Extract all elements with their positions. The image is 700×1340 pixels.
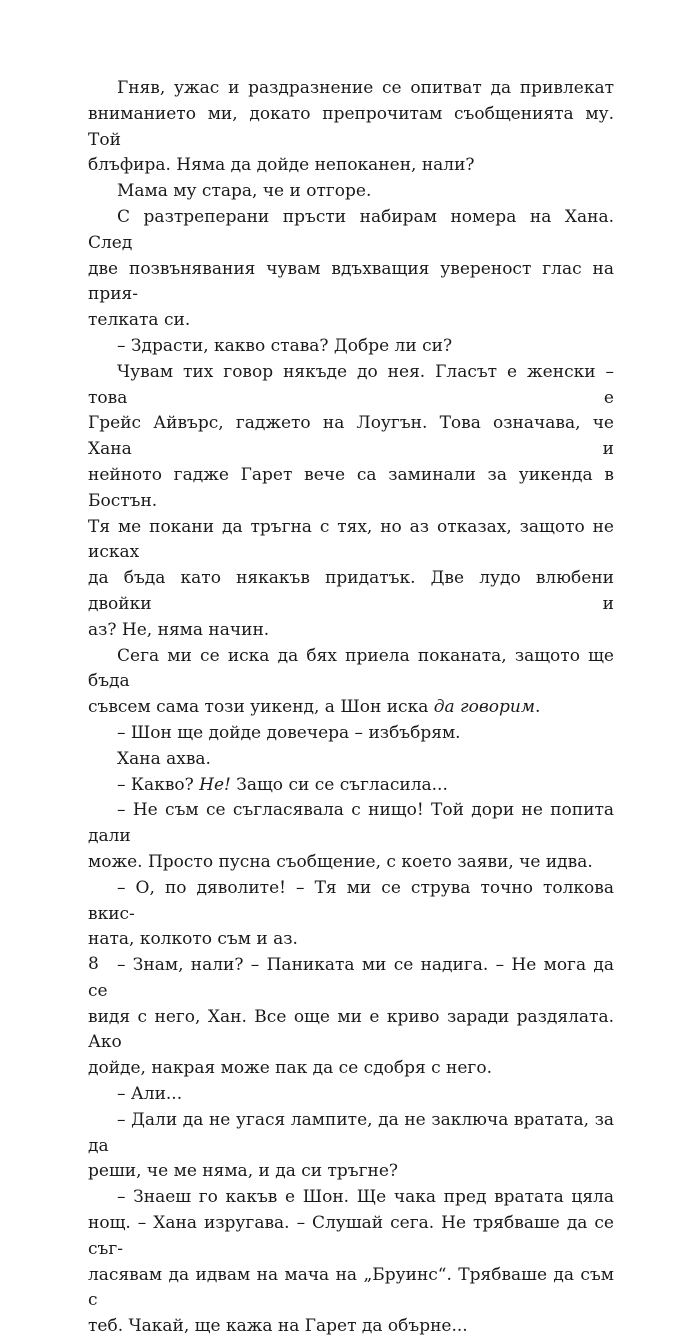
paragraph-9: [88, 773, 614, 799]
text-line: две позвънявания чувам вдъхващия увереност глас на прия-: [88, 258, 614, 305]
text-line: вниманието ми, докато препрочитам съобщенията му. Той: [88, 103, 614, 150]
text-line-with-emphasis: [88, 773, 614, 799]
text-line: да бъда като някакъв придатък. Две лудо влюбени двойки и: [88, 568, 614, 614]
paragraph-12: [88, 953, 614, 1082]
paragraph-13: [88, 1082, 614, 1108]
text-line: Мама му стара, че и отгоре.: [117, 181, 372, 202]
text-line: – Не съм се съгласявала с нищо! Той дори не попита дали: [88, 800, 614, 847]
text-line: Грейс Айвърс, гаджето на Лоугън. Това означава, че Хана и: [88, 413, 614, 460]
text-line: нощ. – Хана изругава. – Слушай сега. Не трябваше да се съг-: [88, 1213, 614, 1259]
text-line: телката си.: [88, 310, 191, 331]
emphasis-text: Не!: [199, 774, 231, 795]
text-line: ната, колкото съм и аз.: [88, 929, 298, 950]
text-line: теб. Чакай, ще кажа на Гарет да обърне...: [88, 1316, 468, 1337]
text-line: аз? Не, няма начин.: [88, 619, 270, 640]
text-run: – Какво?: [117, 774, 200, 795]
page-number: 8: [88, 954, 99, 974]
text-line: Гняв, ужас и раздразнение се опитват да привлекат: [117, 78, 614, 98]
text-line: – Знам, нали? – Паниката ми се надига. – Не мога да се: [88, 955, 614, 1001]
paragraph-5: [88, 360, 614, 644]
text-line: Чувам тих говор някъде до нея. Гласът е женски – това е: [88, 361, 614, 408]
paragraph-8: [88, 747, 614, 773]
text-line: ласявам да идвам на мача на „Бруинс“. Трябваше да съм с: [88, 1264, 614, 1311]
paragraph-4: [88, 334, 614, 360]
text-line: – Дали да не угася лампите, да не заключа вратата, за да: [88, 1109, 614, 1156]
text-line: – Шон ще дойде довечера – избъбрям.: [117, 722, 461, 743]
text-line-with-emphasis: [88, 695, 614, 721]
text-line: Тя ме покани да тръгна с тях, но аз отказах, защото не исках: [88, 516, 614, 563]
paragraph-11: [88, 876, 614, 953]
text-line: – О, по дяволите! – Тя ми се струва точно толкова вкис-: [88, 877, 614, 924]
paragraph-10: [88, 798, 614, 875]
text-line: – Али...: [117, 1084, 183, 1105]
text-line: – Здрасти, какво става? Добре ли си?: [117, 335, 453, 356]
text-line: реши, че ме няма, и да си тръгне?: [88, 1161, 399, 1182]
paragraph-3: [88, 205, 614, 334]
paragraph-14: [88, 1108, 614, 1185]
paragraph-2: [88, 179, 614, 205]
paragraph-6: [88, 644, 614, 721]
text-line: блъфира. Няма да дойде непоканен, нали?: [88, 155, 475, 176]
page-body: [88, 76, 614, 1340]
paragraph-15: [88, 1185, 614, 1340]
text-run: .: [534, 697, 541, 718]
text-line: дойде, накрая може пак да се сдобря с него.: [88, 1058, 492, 1079]
text-line: видя с него, Хан. Все още ми е криво заради раздялата. Ако: [88, 1006, 614, 1053]
text-line: може. Просто пусна съобщение, с което заяви, че идва.: [88, 851, 593, 872]
text-line: – Знаеш го какъв е Шон. Ще чака пред вратата цяла: [117, 1187, 614, 1208]
text-line: Хана ахва.: [117, 748, 211, 769]
text-run: съвсем сама този уикенд, а Шон иска: [88, 697, 434, 718]
text-run: Защо си се съгласила...: [230, 774, 448, 795]
emphasis-text: да говорим: [433, 697, 535, 718]
text-line: Сега ми се иска да бях приела поканата, защото ще бъда: [88, 645, 614, 692]
paragraph-1: [88, 76, 614, 179]
paragraph-7: [88, 721, 614, 747]
text-line: нейното гадже Гарет вече са заминали за уикенда в Бостън.: [88, 464, 614, 511]
text-line: С разтреперани пръсти набирам номера на Хана. След: [88, 206, 614, 253]
